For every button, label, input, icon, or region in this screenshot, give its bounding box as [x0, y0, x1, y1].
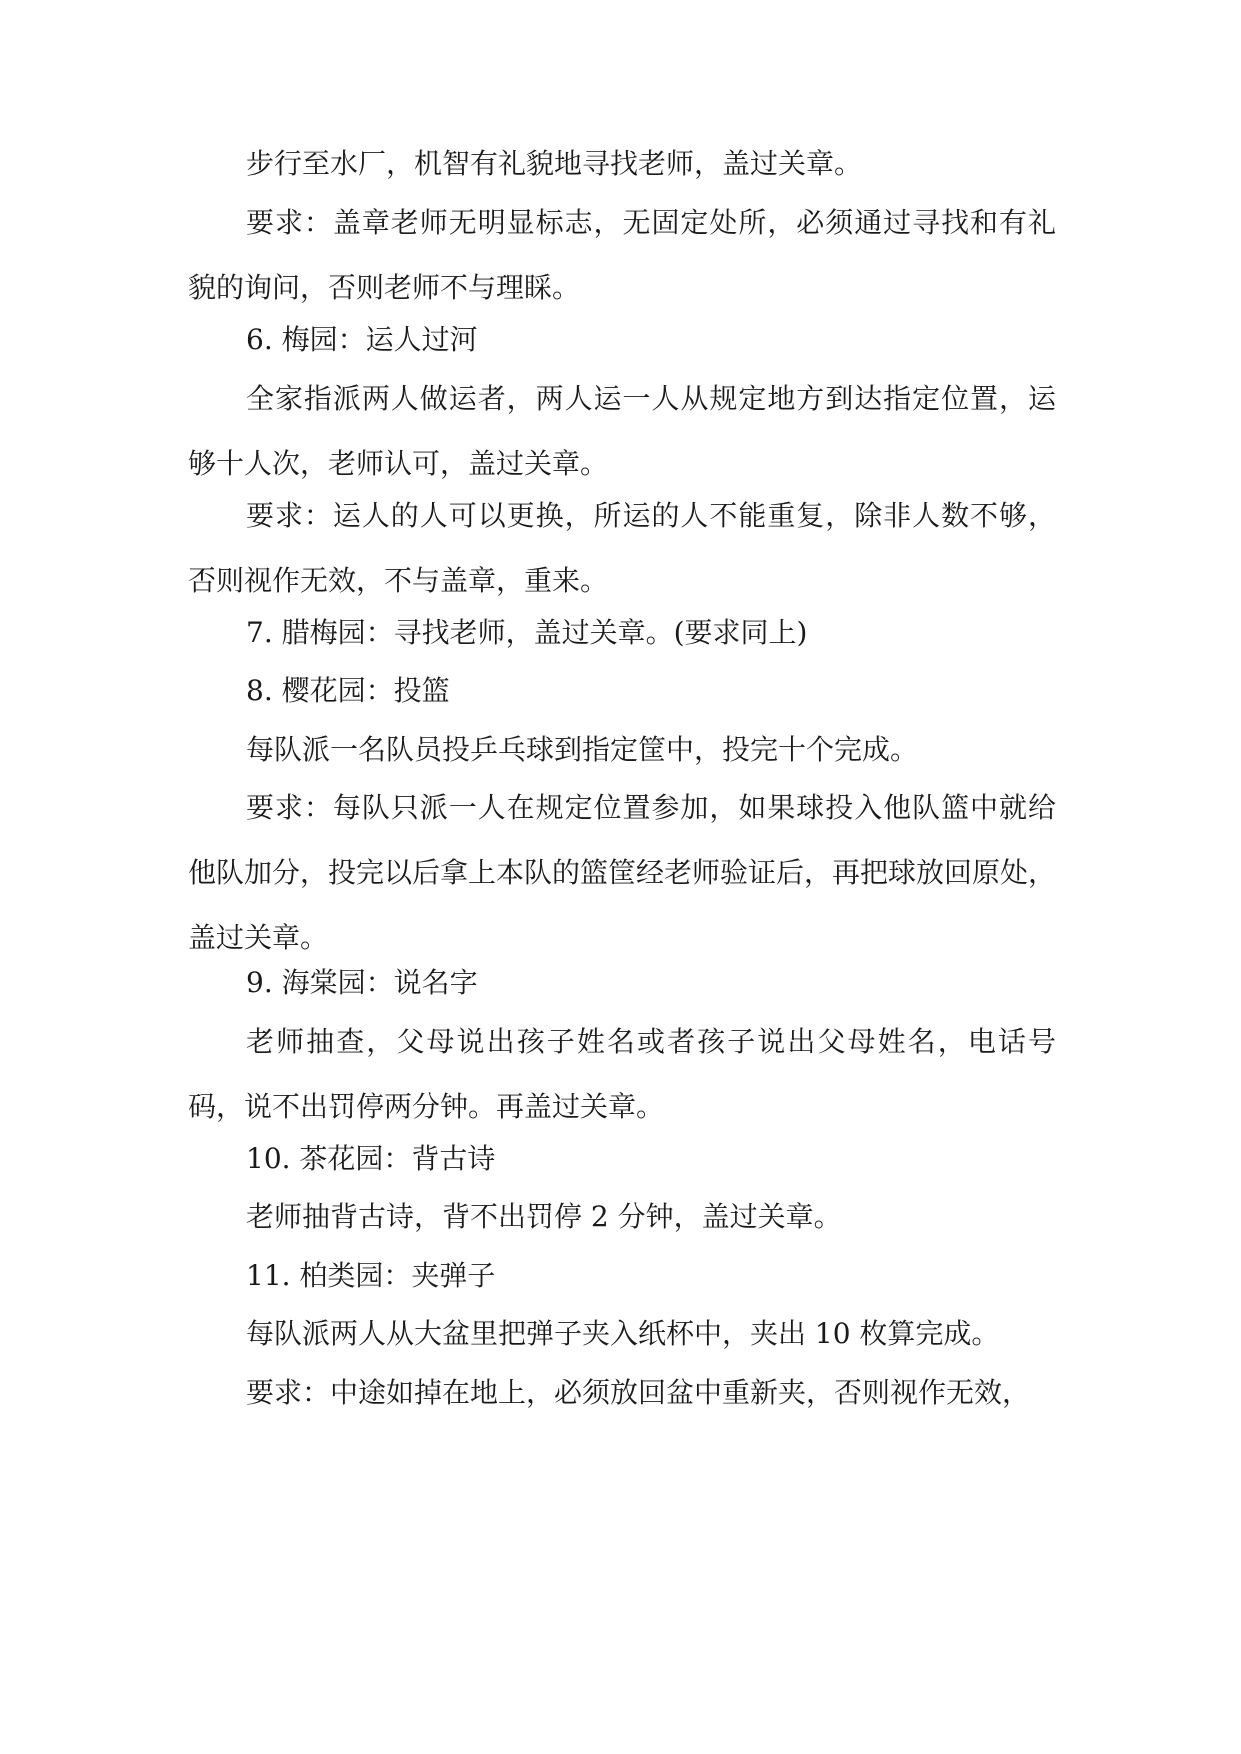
- section-heading-9: 9. 海棠园：说名字: [246, 966, 478, 999]
- paragraph-1: 步行至水厂，机智有礼貌地寻找老师，盖过关章。: [246, 147, 863, 180]
- paragraph-10: 要求：中途如掉在地上，必须放回盆中重新夹，否则视作无效，: [246, 1376, 1031, 1409]
- paragraph-2: 要求：盖章老师无明显标志，无固定处所，必须通过寻找和有礼貌的询问，否则老师不与理睬。: [188, 206, 1056, 304]
- paragraph-7: 老师抽查，父母说出孩子姓名或者孩子说出父母姓名，电话号码，说不出罚停两分钟。再盖过关章。: [188, 1025, 1056, 1123]
- paragraph-8: 老师抽背古诗，背不出罚停 2 分钟，盖过关章。: [246, 1200, 842, 1233]
- paragraph-5: 每队派一名队员投乒乓球到指定筐中，投完十个完成。: [246, 733, 919, 766]
- paragraph-3: 全家指派两人做运者，两人运一人从规定地方到达指定位置，运够十人次，老师认可，盖过关章。: [188, 382, 1056, 480]
- section-heading-11: 11. 柏类园：夹弹子: [246, 1259, 496, 1292]
- paragraph-4: 要求：运人的人可以更换，所运的人不能重复，除非人数不够，否则视作无效，不与盖章，重来。: [188, 499, 1056, 597]
- paragraph-9: 每队派两人从大盆里把弹子夹入纸杯中，夹出 10 枚算完成。: [246, 1317, 1000, 1350]
- section-heading-8: 8. 樱花园：投篮: [246, 674, 450, 707]
- section-heading-10: 10. 茶花园：背古诗: [246, 1142, 496, 1175]
- section-heading-6: 6. 梅园：运人过河: [246, 323, 478, 356]
- paragraph-6: 要求：每队只派一人在规定位置参加，如果球投入他队篮中就给他队加分，投完以后拿上本队的篮筐经老师验证后，再把球放回原处，盖过关章。: [188, 791, 1057, 954]
- section-heading-7: 7. 腊梅园：寻找老师，盖过关章。(要求同上): [246, 616, 808, 649]
